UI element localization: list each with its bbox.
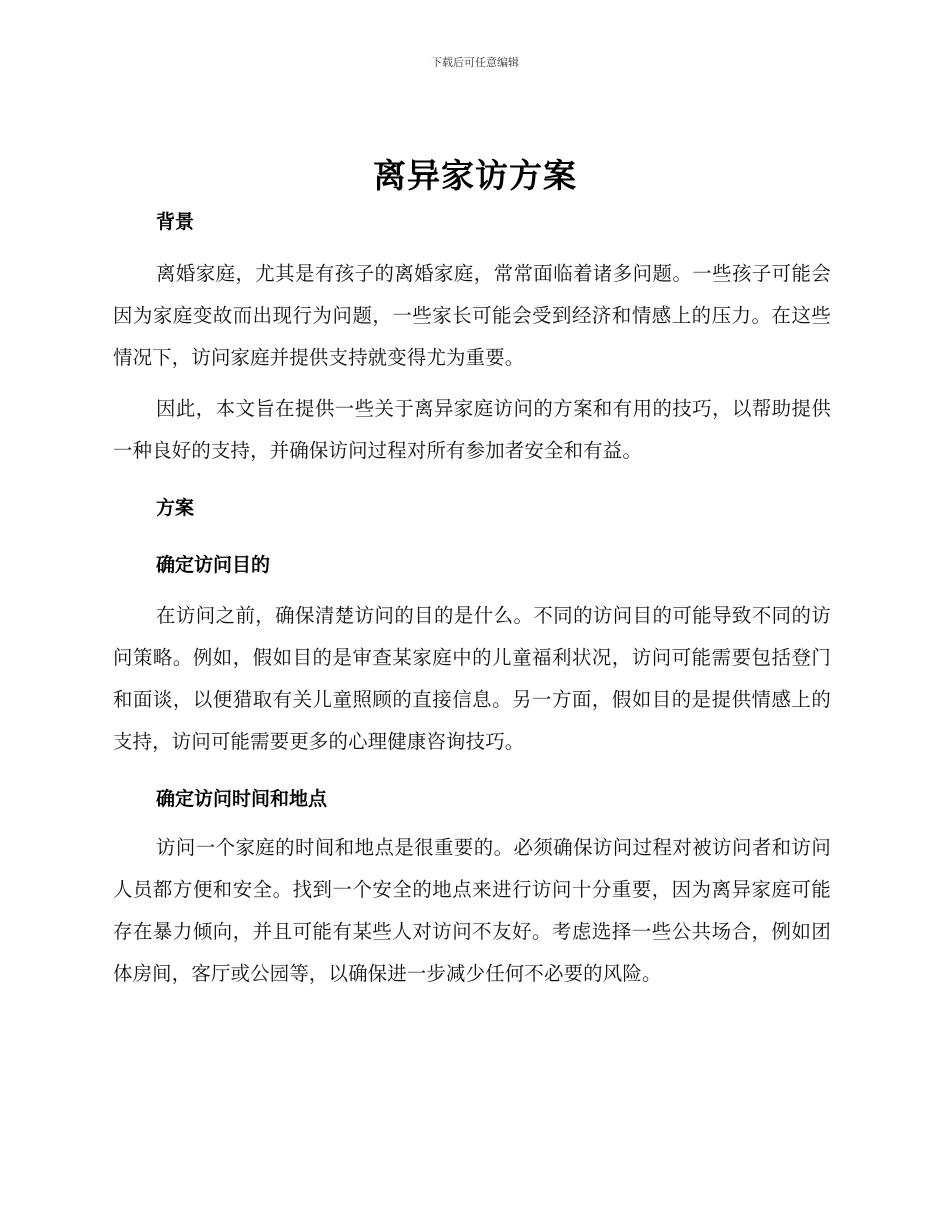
heading-purpose: 确定访问目的 — [156, 554, 271, 576]
paragraph-time-place: 访问一个家庭的时间和地点是很重要的。必须确保访问过程对被访问者和访问人员都方便和安全。找到一个安全的地点来进行访问十分重要，因为离异家庭可能存在暴力倾向，并且可能有某些人对访问不友好。考虑选择一些公共场合，例如团体房间，客厅或公园等，以确保进一步减少任何不必要的风险。 — [113, 836, 831, 985]
page-title: 离异家访方案 — [373, 156, 577, 195]
paragraph-purpose: 在访问之前，确保清楚访问的目的是什么。不同的访问目的可能导致不同的访问策略。例如，假如目的是审查某家庭中的儿童福利状况，访问可能需要包括登门和面谈，以便猎取有关儿童照顾的直接信息。另一方面，假如目的是提供情感上的支持，访问可能需要更多的心理健康咨询技巧。 — [113, 604, 831, 753]
paragraph-background-1: 离婚家庭，尤其是有孩子的离婚家庭，常常面临着诸多问题。一些孩子可能会因为家庭变故而出现行为问题，一些家长可能会受到经济和情感上的压力。在这些情况下，访问家庭并提供支持就变得尤为重要。 — [113, 262, 831, 369]
document-body — [113, 203, 831, 995]
header-note: 下载后可任意编辑 — [431, 56, 519, 69]
heading-background: 背景 — [156, 211, 195, 233]
heading-plan: 方案 — [156, 497, 195, 519]
paragraph-background-2: 因此，本文旨在提供一些关于离异家庭访问的方案和有用的技巧，以帮助提供一种良好的支持，并确保访问过程对所有参加者安全和有益。 — [113, 397, 831, 462]
heading-time-place: 确定访问时间和地点 — [156, 788, 328, 810]
